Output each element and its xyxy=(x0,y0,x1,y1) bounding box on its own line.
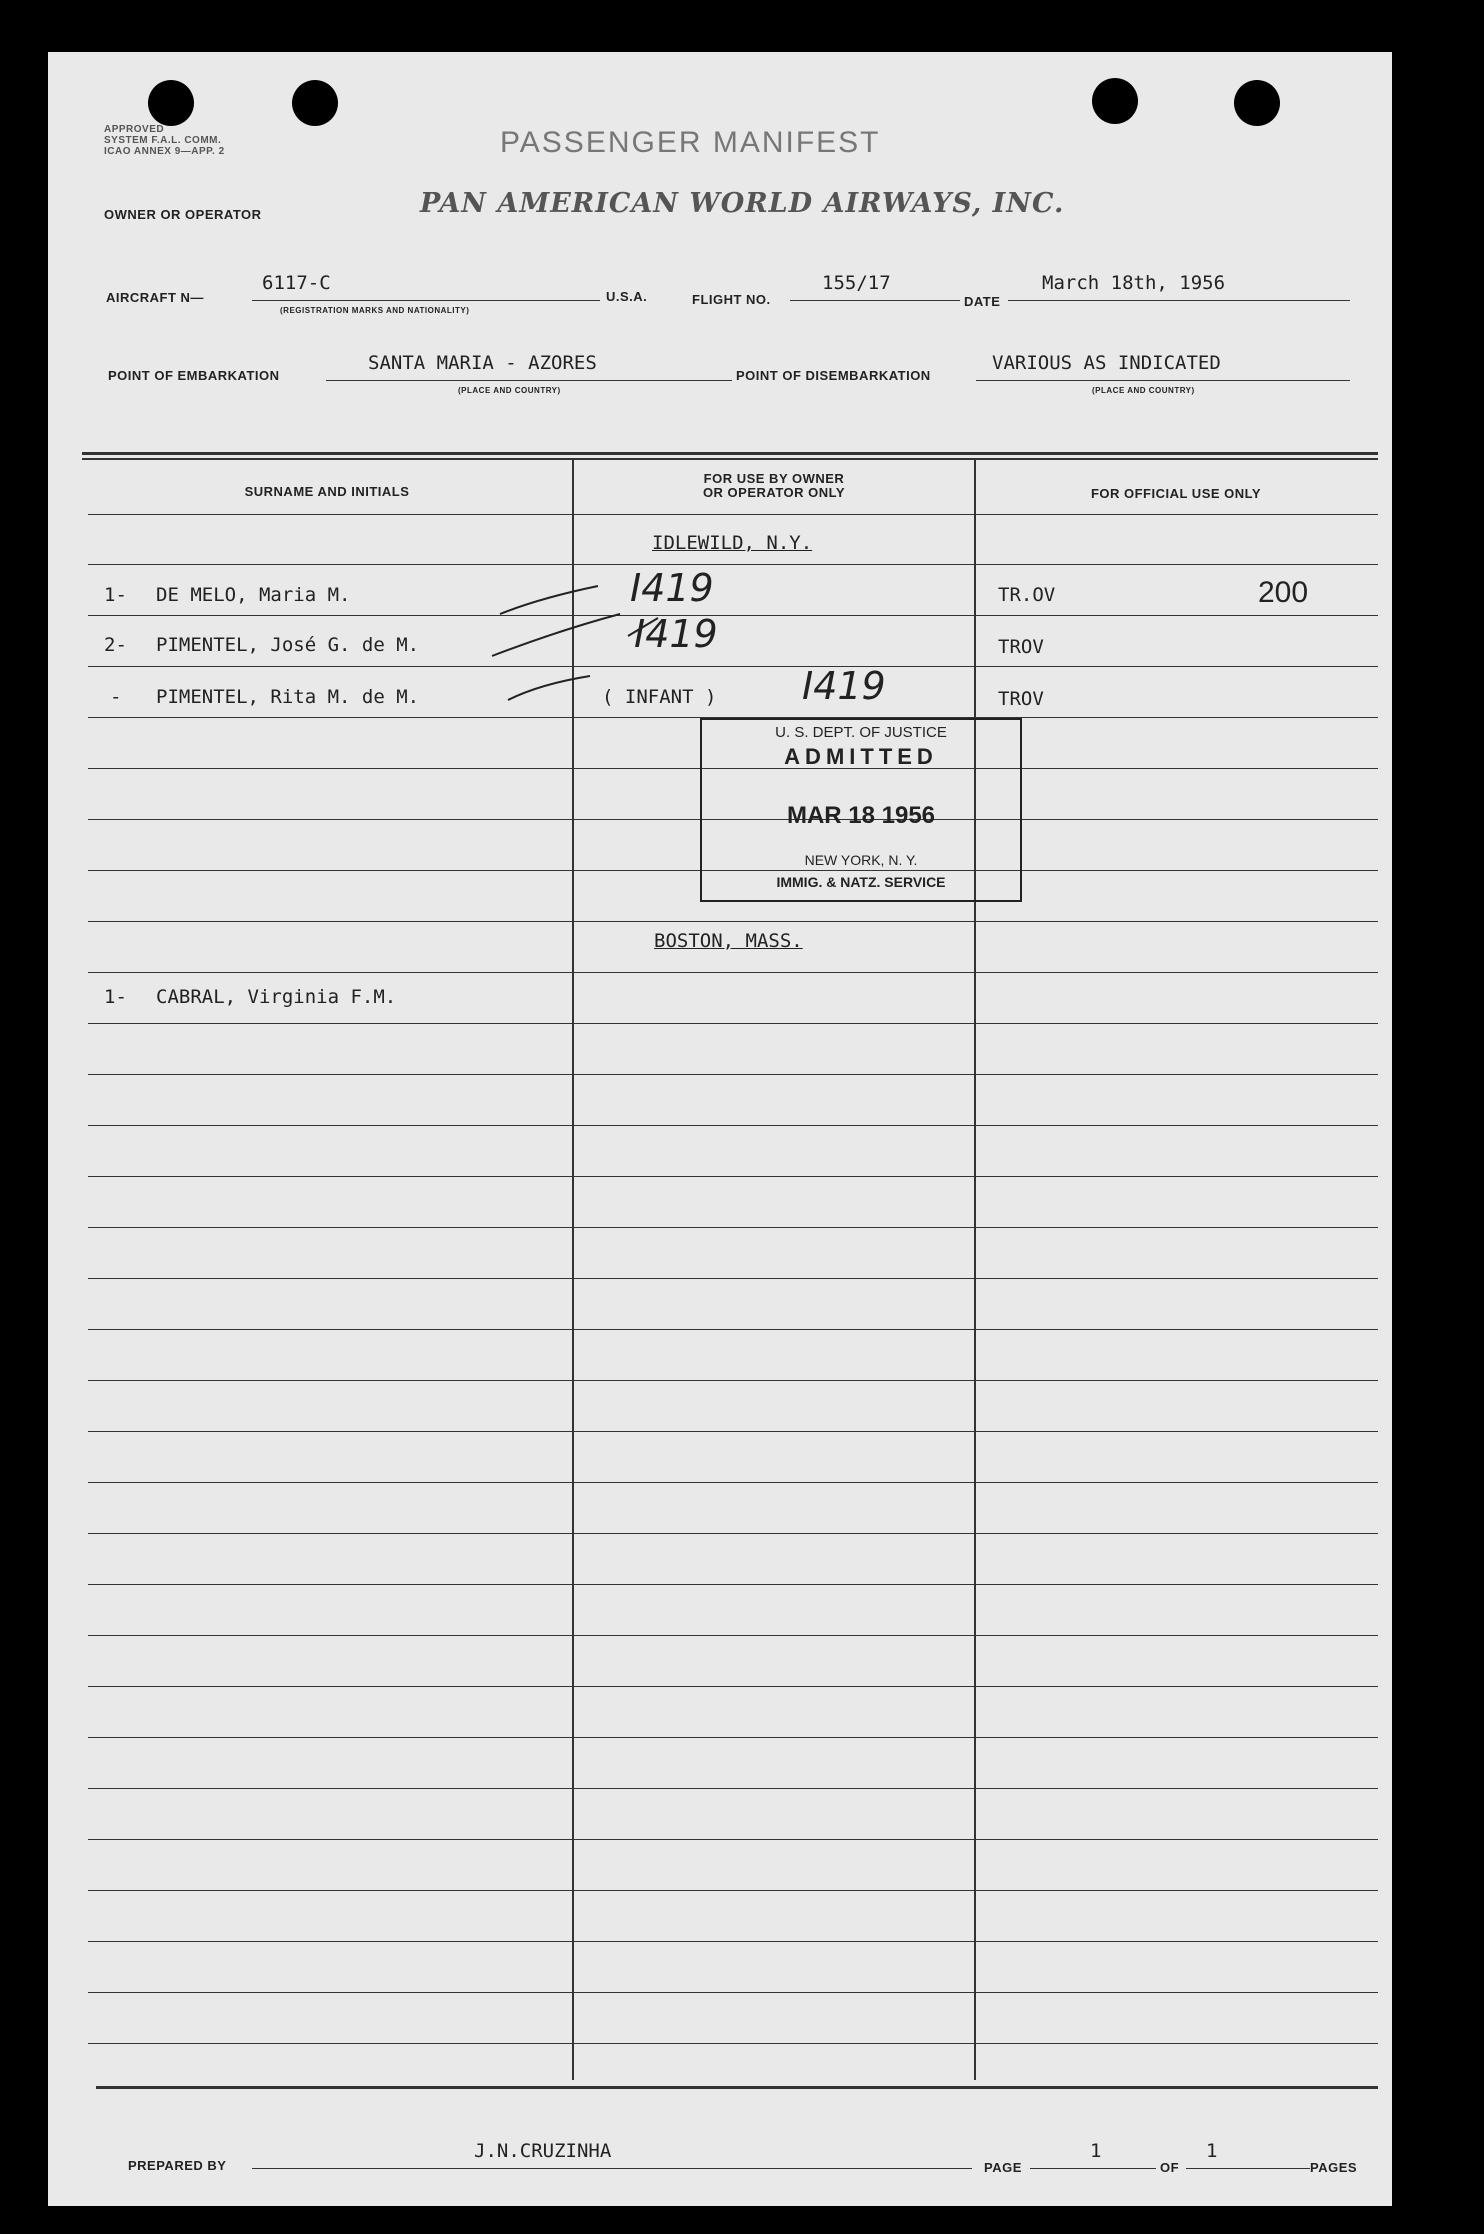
page-title: PASSENGER MANIFEST xyxy=(500,126,881,159)
admission-stamp xyxy=(700,718,1022,902)
column-header-official: FOR OFFICIAL USE ONLY xyxy=(1090,486,1262,501)
owner-header-line: FOR USE BY OWNER xyxy=(703,471,845,486)
owner-note: ( INFANT ) xyxy=(602,686,717,708)
approval-line: ICAO ANNEX 9—APP. 2 xyxy=(104,146,225,157)
date-label: DATE xyxy=(964,294,1001,309)
passenger-number: 1- xyxy=(104,986,127,1008)
prepared-by: J.N.CRUZINHA xyxy=(474,2140,612,2162)
page-number: 1 xyxy=(1090,2140,1102,2162)
stamp-line: IMMIG. & NATZ. SERVICE xyxy=(776,874,946,890)
official-entry: TR.OV xyxy=(998,584,1056,606)
passenger-name: PIMENTEL, Rita M. de M. xyxy=(156,686,420,708)
flight-label: FLIGHT NO. xyxy=(692,292,771,307)
airline-name: PAN AMERICAN WORLD AIRWAYS, INC. xyxy=(420,188,1065,219)
passenger-number: 2- xyxy=(104,634,127,656)
usa-label: U.S.A. xyxy=(606,289,648,304)
passenger-number: - xyxy=(110,686,122,708)
passenger-name: CABRAL, Virginia F.M. xyxy=(156,986,397,1008)
prepared-label: PREPARED BY xyxy=(128,2158,227,2173)
stamp-line: NEW YORK, N. Y. xyxy=(804,852,918,868)
handwritten-code: I419 xyxy=(630,566,714,610)
stamp-date: MAR 18 1956 xyxy=(786,802,936,829)
handwritten-code: I419 xyxy=(802,664,886,708)
owner-label: OWNER OR OPERATOR xyxy=(104,207,262,222)
approval-line: APPROVED xyxy=(104,124,165,135)
passenger-name: DE MELO, Maria M. xyxy=(156,584,351,606)
passenger-name: PIMENTEL, José G. de M. xyxy=(156,634,420,656)
official-number: 200 xyxy=(1258,576,1309,609)
stamp-line: U. S. DEPT. OF JUSTICE xyxy=(775,724,947,741)
handwritten-code: I419 xyxy=(634,612,718,656)
place-note: (PLACE AND COUNTRY) xyxy=(1092,386,1195,395)
place-note: (PLACE AND COUNTRY) xyxy=(458,386,561,395)
embarkation-value: SANTA MARIA - AZORES xyxy=(368,352,597,374)
page-label: PAGE xyxy=(984,2160,1022,2175)
official-entry: TROV xyxy=(998,636,1044,658)
official-entry: TROV xyxy=(998,688,1044,710)
flight-number: 155/17 xyxy=(822,272,891,294)
disembarkation-label: POINT OF DISEMBARKATION xyxy=(736,368,931,383)
total-pages: 1 xyxy=(1206,2140,1218,2162)
passenger-number: 1- xyxy=(104,584,127,606)
of-label: OF xyxy=(1160,2160,1180,2175)
registration-note: (REGISTRATION MARKS AND NATIONALITY) xyxy=(280,306,470,315)
column-header-name: SURNAME AND INITIALS xyxy=(244,484,410,499)
aircraft-label: AIRCRAFT N— xyxy=(106,290,204,305)
owner-header-line: OR OPERATOR ONLY xyxy=(702,485,846,500)
disembarkation-value: VARIOUS AS INDICATED xyxy=(992,352,1221,374)
embarkation-label: POINT OF EMBARKATION xyxy=(108,368,280,383)
destination-heading: IDLEWILD, N.Y. xyxy=(652,532,813,554)
flight-date: March 18th, 1956 xyxy=(1042,272,1226,294)
stamp-admitted: ADMITTED xyxy=(784,744,938,769)
aircraft-value: 6117-C xyxy=(262,272,331,294)
approval-line: SYSTEM F.A.L. COMM. xyxy=(104,135,222,146)
destination-heading: BOSTON, MASS. xyxy=(654,930,803,952)
pages-label: PAGES xyxy=(1310,2160,1358,2175)
